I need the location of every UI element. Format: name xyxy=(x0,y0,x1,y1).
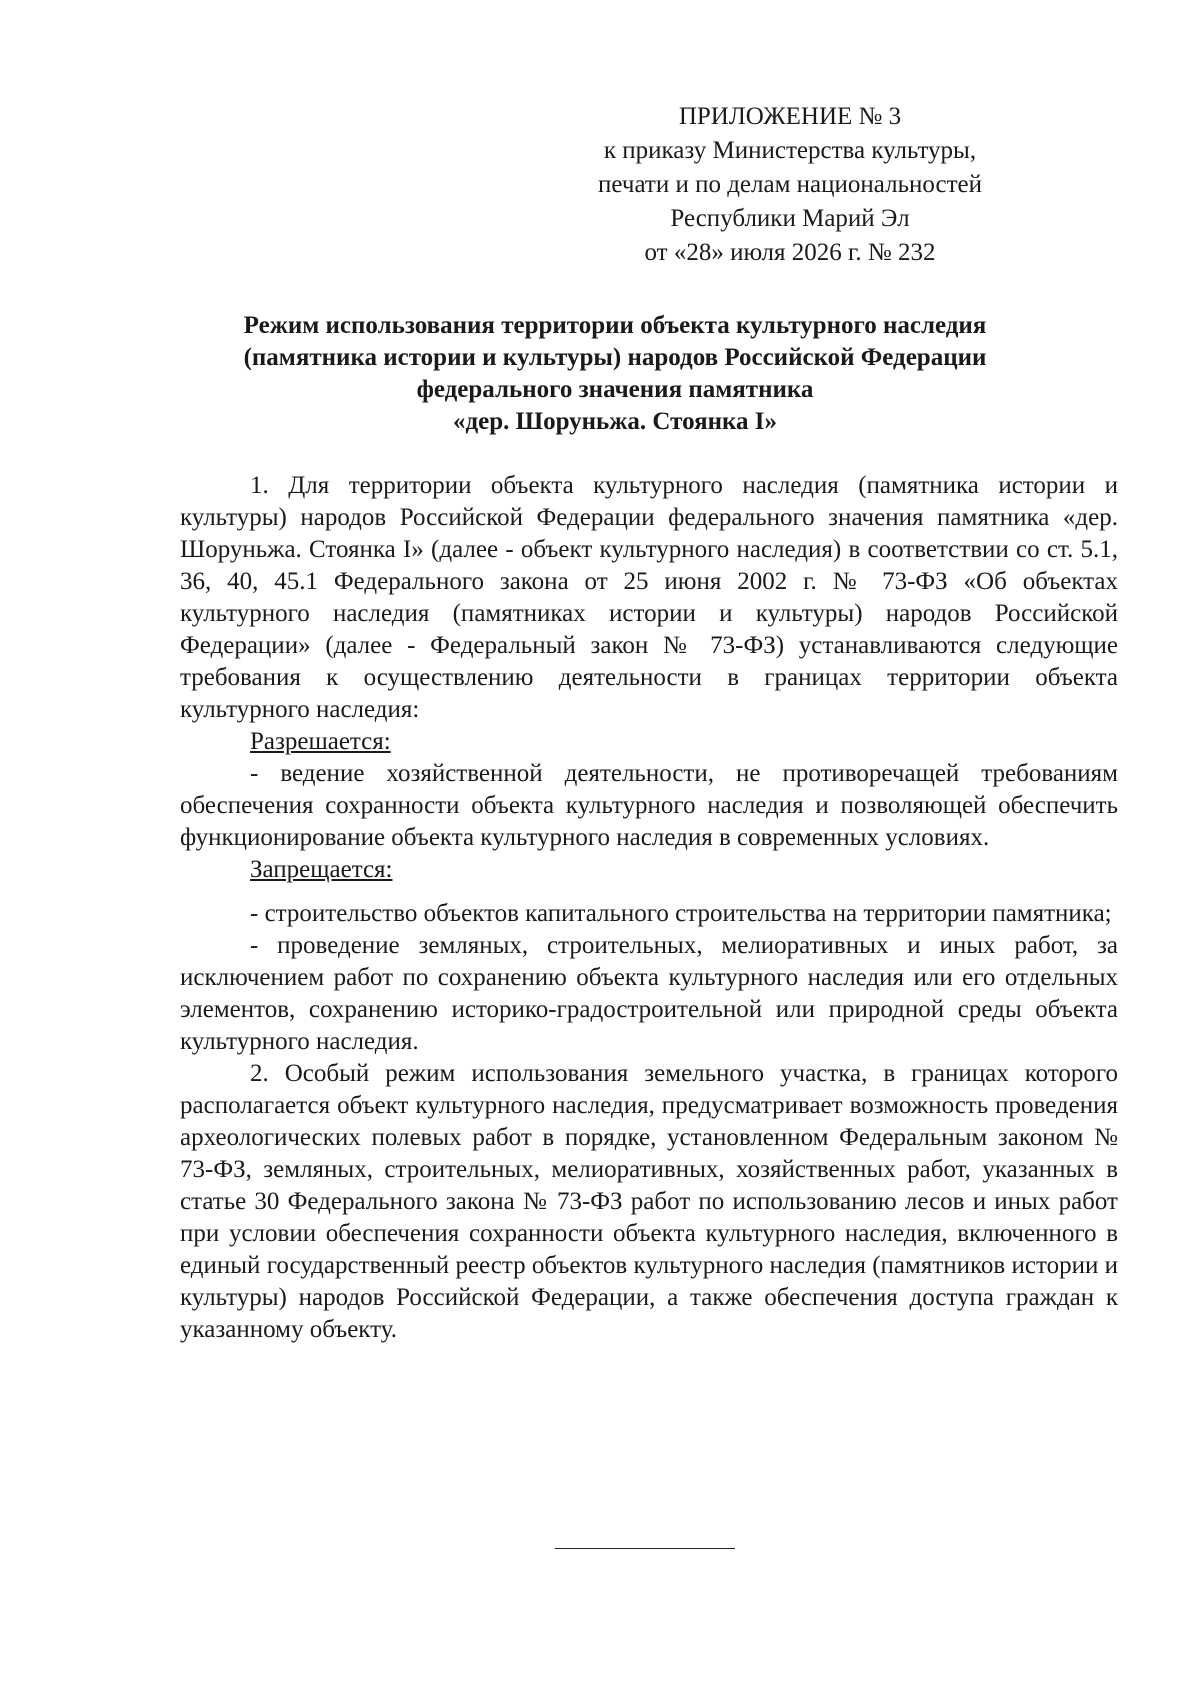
allowed-heading-text: Разрешается: xyxy=(250,728,391,755)
document-body xyxy=(180,470,1118,1346)
document-title xyxy=(180,310,1050,438)
title-line-4: «дер. Шоруньжа. Стоянка I» xyxy=(452,408,778,435)
end-of-document-rule xyxy=(555,1548,735,1549)
forbidden-item-1: - строительство объектов капитального строительства на территории памятника; xyxy=(250,900,1112,927)
title-line-2: (памятника истории и культуры) народов Российской Федерации xyxy=(243,344,987,371)
allowed-item-1: - ведение хозяйственной деятельности, не противоречащей требованиям обеспечения сохранности объекта культурного наследия и позволяющей обеспечить функционирование объекта культурного наследия в современных условиях. xyxy=(180,760,1118,851)
title-line-3: федерального значения памятника xyxy=(416,376,814,403)
attachment-header xyxy=(560,100,1020,270)
forbidden-heading xyxy=(180,854,1118,886)
attachment-republic-line: Республики Марий Эл xyxy=(670,205,910,232)
attachment-number: ПРИЛОЖЕНИЕ № 3 xyxy=(678,103,902,130)
title-line-1: Режим использования территории объекта культурного наследия xyxy=(243,312,987,339)
attachment-date-line: от «28» июля 2026 г. № 232 xyxy=(644,239,936,266)
attachment-ministry-line: печати и по делам национальностей xyxy=(598,171,982,198)
allowed-heading xyxy=(180,726,1118,758)
forbidden-heading-text: Запрещается: xyxy=(250,856,393,883)
paragraph-1: 1. Для территории объекта культурного наследия (памятника истории и культуры) народов Российской Федерации федерального значения памятника «дер. Шоруньжа. Стоянка I» (далее - объект культурного наследия) в соответствии со ст. 5.1, 36, 40, 45.1 Федерального закона от 25 июня 2002 г. № 73-ФЗ «Об объектах культурного наследия (памятниках истории и культуры) народов Российской Федерации» (далее - Федеральный закон № 73-ФЗ) устанавливаются следующие требования к осуществлению деятельности в границах территории объекта культурного наследия: xyxy=(180,472,1118,723)
forbidden-item-2: - проведение земляных, строительных, мелиоративных и иных работ, за исключением работ по сохранению объекта культурного наследия или его отдельных элементов, сохранению историко-градостроительной или природной среды объекта культурного наследия. xyxy=(180,932,1118,1055)
paragraph-2: 2. Особый режим использования земельного участка, в границах которого располагается объект культурного наследия, предусматривает возможность проведения археологических полевых работ в порядке, установленном Федеральным законом № 73-ФЗ, земляных, строительных, мелиоративных, хозяйственных работ, указанных в статье 30 Федерального закона № 73-ФЗ работ по использованию лесов и иных работ при условии обеспечения сохранности объекта культурного наследия, включенного в единый государственный реестр объектов культурного наследия (памятников истории и культуры) народов Российской Федерации, а также обеспечения доступа граждан к указанному объекту. xyxy=(180,1060,1118,1343)
attachment-order-line: к приказу Министерства культуры, xyxy=(603,137,977,164)
